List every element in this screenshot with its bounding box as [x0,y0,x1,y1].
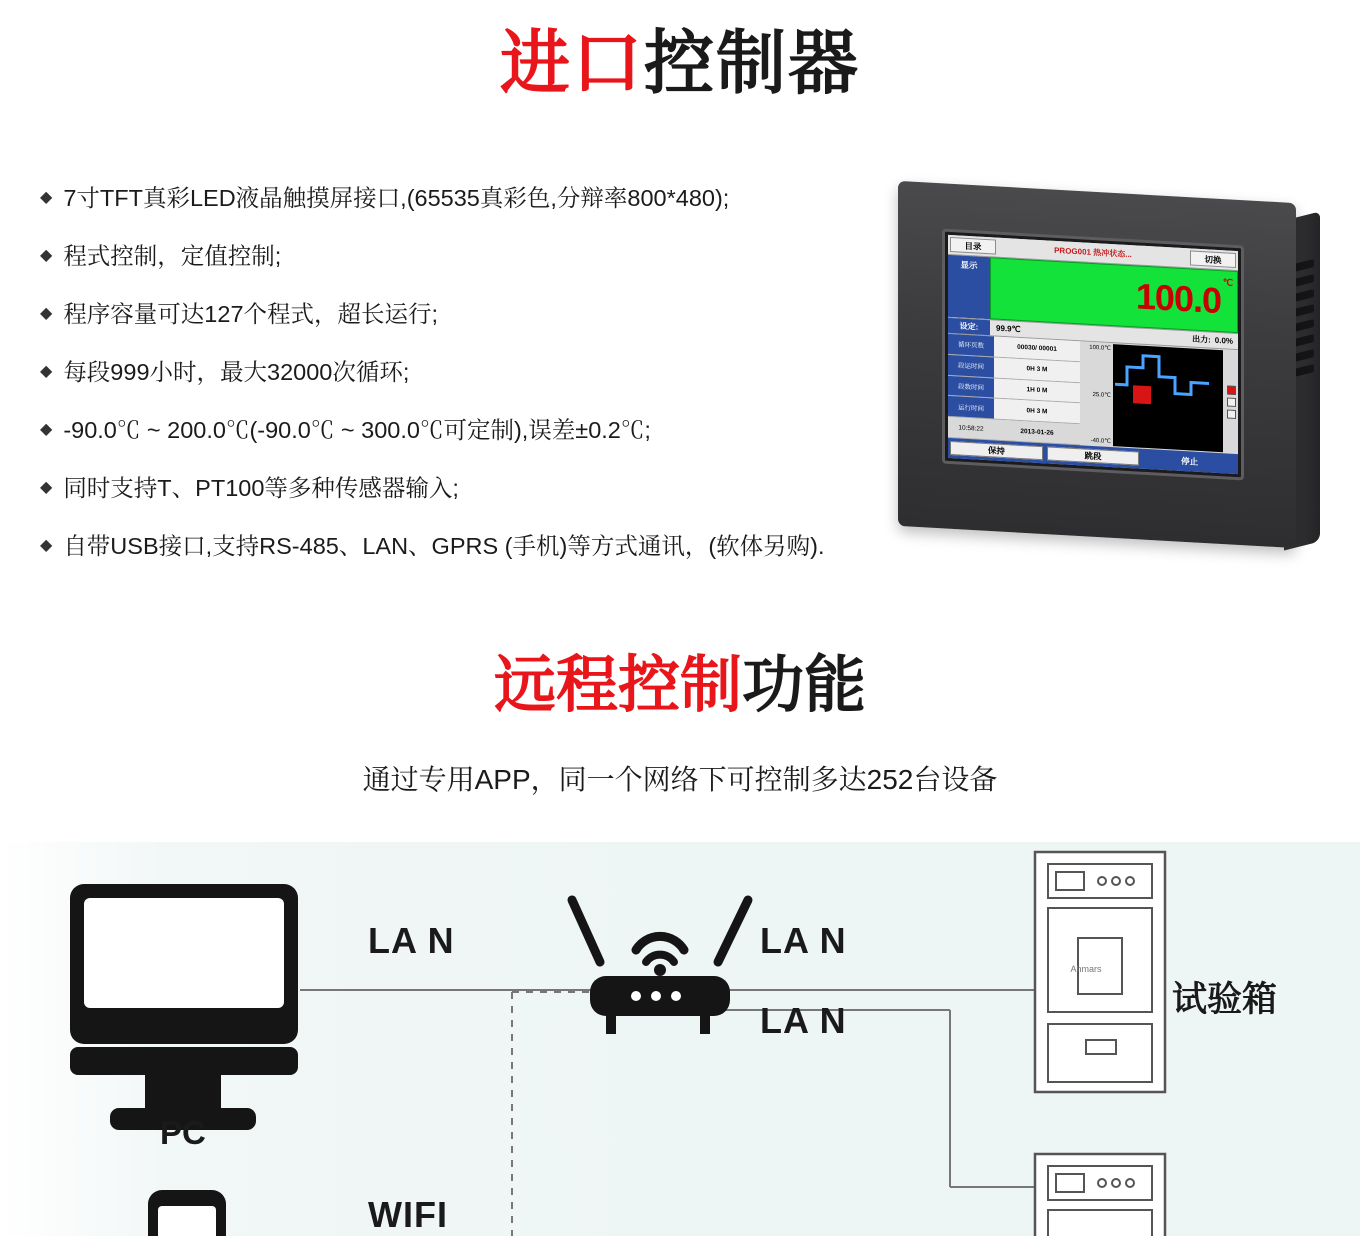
list-item [40,475,880,502]
output-value: 0.0% [1214,335,1233,346]
clock-date: 2013-01-26 [994,420,1080,445]
section-1-title-black: 控制器 [644,24,860,102]
section-2-title-black: 功能 [742,651,867,720]
monitor-icon [70,884,298,1130]
feature-text: 自带USB接口,支持RS-485、LAN、GPRS (手机)等方式通讯，(软体另购). [63,533,825,559]
menu-button[interactable]: 目录 [950,237,996,255]
bullet-diamond-icon: ◆ [40,247,53,264]
legend-swatch-red [1227,385,1236,395]
feature-text: -90.0℃ ~ 200.0℃(-90.0℃ ~ 300.0℃可定制),误差±0.2℃; [63,417,651,443]
table-cell-value: 1H 0 M [994,378,1080,403]
section-2-subtitle: 通过专用APP，同一个网络下可控制多达252台设备 [362,764,998,795]
lan-label-2: LA N [760,920,847,961]
status-table [948,334,1080,445]
stop-button[interactable]: 停止 [1143,452,1236,471]
temperature-profile-graph [1113,344,1223,452]
temperature-value: 100.0 [1135,275,1221,322]
skip-segment-button[interactable]: 跳段 [1047,446,1140,465]
wifi-router-icon [572,900,748,1034]
list-item [40,185,880,212]
legend-swatch-white [1227,409,1236,419]
test-chamber-icon [1035,1154,1165,1236]
legend-swatch-white [1227,397,1236,407]
table-cell-value: 0H 3 M [994,357,1080,382]
graph-axis-labels [1080,341,1112,447]
lan-label-1: LA N [368,920,455,961]
screen-middle-area [948,334,1238,454]
switch-button[interactable]: 切换 [1190,250,1236,268]
section-2-title [0,651,1360,720]
graph-svg [1113,344,1213,410]
lan-label-3: LA N [760,1000,847,1041]
display-label: 显示 [948,255,990,319]
test-chamber-label: 试验箱 [1172,980,1278,1019]
bullet-diamond-icon: ◆ [40,421,53,438]
list-item [40,533,880,560]
bullet-diamond-icon: ◆ [40,305,53,322]
axis-label-max: 100.0℃ [1089,344,1111,353]
controller-device-image [898,192,1318,582]
pc-label: PC [160,1114,206,1151]
device-screen [948,235,1238,474]
feature-list [40,185,880,591]
feature-text: 同时支持T、PT100等多种传感器输入; [63,475,459,501]
table-cell-name: 段运时间 [948,355,994,377]
table-cell-value: 00030/ 00001 [994,336,1080,361]
list-item [40,301,880,328]
table-cell-value: 0H 3 M [994,399,1080,424]
bullet-diamond-icon: ◆ [40,363,53,380]
setpoint-label: 设定: [948,318,990,335]
list-item [40,417,880,444]
section-2-title-red: 远程控制 [493,651,742,720]
table-cell-name: 循环页数 [948,334,994,356]
list-item [40,243,880,270]
bullet-diamond-icon: ◆ [40,189,53,206]
axis-label-min: -40.0℃ [1090,437,1111,446]
feature-text: 7寸TFT真彩LED液晶触摸屏接口,(65535真彩色,分辩率800*480); [63,185,730,211]
program-status-text: PROG001 热冲状态... [1054,245,1132,260]
section-1-title [0,24,1360,102]
temperature-unit: ℃ [1222,277,1233,288]
feature-text: 程式控制，定值控制; [63,243,282,269]
wifi-label: WIFI [368,1194,448,1235]
table-cell-name: 运行时间 [948,396,994,418]
output-label: 出力: [1192,334,1211,345]
bullet-diamond-icon: ◆ [40,479,53,496]
feature-text: 程序容量可达127个程式，超长运行; [63,301,439,327]
feature-text: 每段999小时，最大32000次循环; [63,359,410,385]
axis-label-mid: 25.0℃ [1092,391,1111,399]
section-1-title-red: 进口 [500,24,644,102]
chamber-brand-text: Ahmars [1070,964,1102,974]
list-item [40,359,880,386]
phone-icon [148,1190,226,1236]
table-cell-name: 段数时间 [948,375,994,397]
diagram-graphics [0,842,1360,1236]
graph-legend [1224,349,1238,454]
clock-time: 10:58:22 [948,417,994,439]
network-diagram [0,842,1360,1236]
setpoint-value: 99.9℃ [996,323,1021,334]
bullet-diamond-icon: ◆ [40,537,53,554]
device-screen-frame [942,229,1244,481]
hold-button[interactable]: 保持 [950,441,1043,460]
